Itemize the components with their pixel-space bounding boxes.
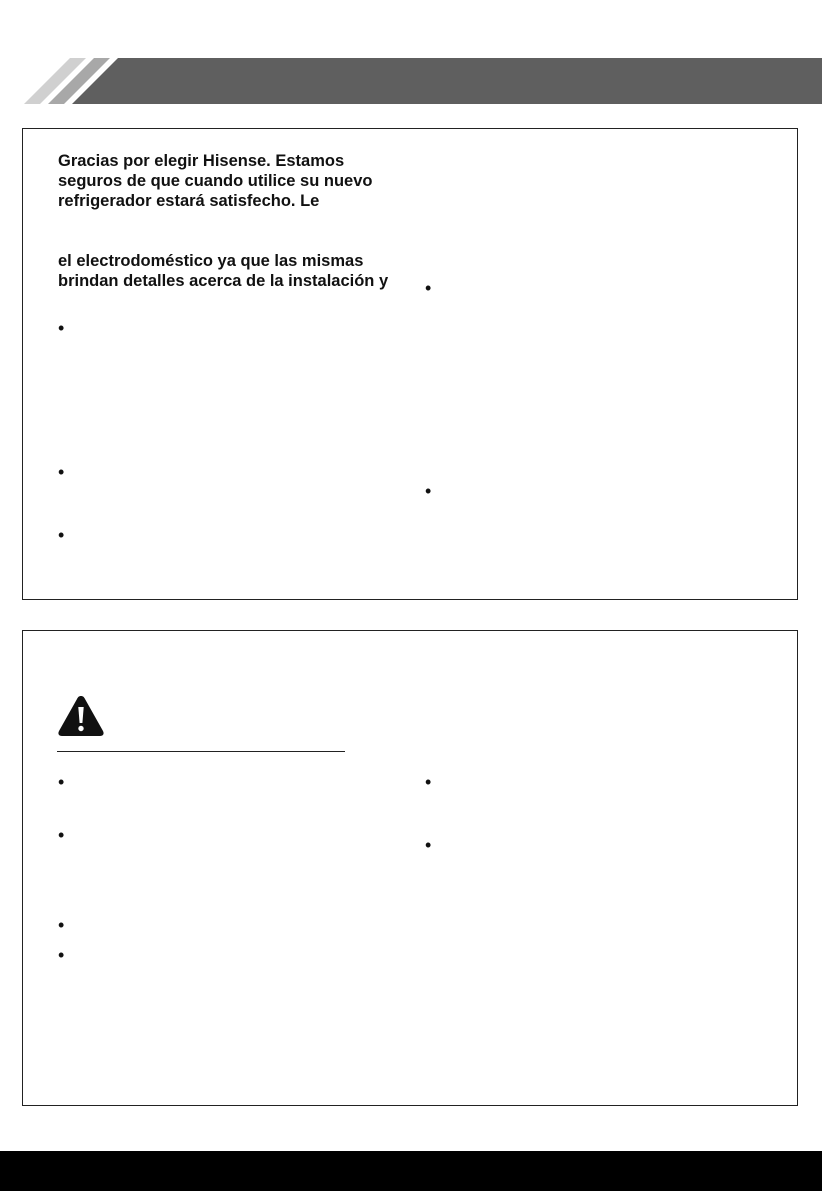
bullet-right-2: • (425, 481, 432, 501)
bullet-left-2: • (58, 462, 65, 482)
intro-line-1: Gracias por elegir Hisense. Estamos (58, 152, 345, 170)
warning-triangle-icon (57, 694, 105, 738)
warning-section (22, 630, 798, 1106)
warning-underline (57, 751, 345, 752)
warning-bullet-left-4: • (58, 945, 65, 965)
intro-line-3: refrigerador estará satisfecho. Le (58, 192, 320, 210)
bullet-right-1: • (425, 278, 432, 298)
warning-bullet-left-3: • (58, 915, 65, 935)
warning-bullet-right-1: • (425, 772, 432, 792)
intro-line-5: brindan detalles acerca de la instalación y (58, 272, 389, 290)
warning-bullet-left-2: • (58, 825, 65, 845)
warning-bullet-right-2: • (425, 835, 432, 855)
header-bar (72, 58, 822, 104)
header-band (0, 58, 822, 104)
bullet-left-1: • (58, 318, 65, 338)
intro-section (22, 128, 798, 600)
footer-band (0, 1151, 822, 1191)
warning-bullet-left-1: • (58, 772, 65, 792)
bullet-left-3: • (58, 525, 65, 545)
intro-line-4: el electrodoméstico ya que las mismas (58, 252, 364, 270)
intro-line-2: seguros de que cuando utilice su nuevo (58, 172, 373, 190)
